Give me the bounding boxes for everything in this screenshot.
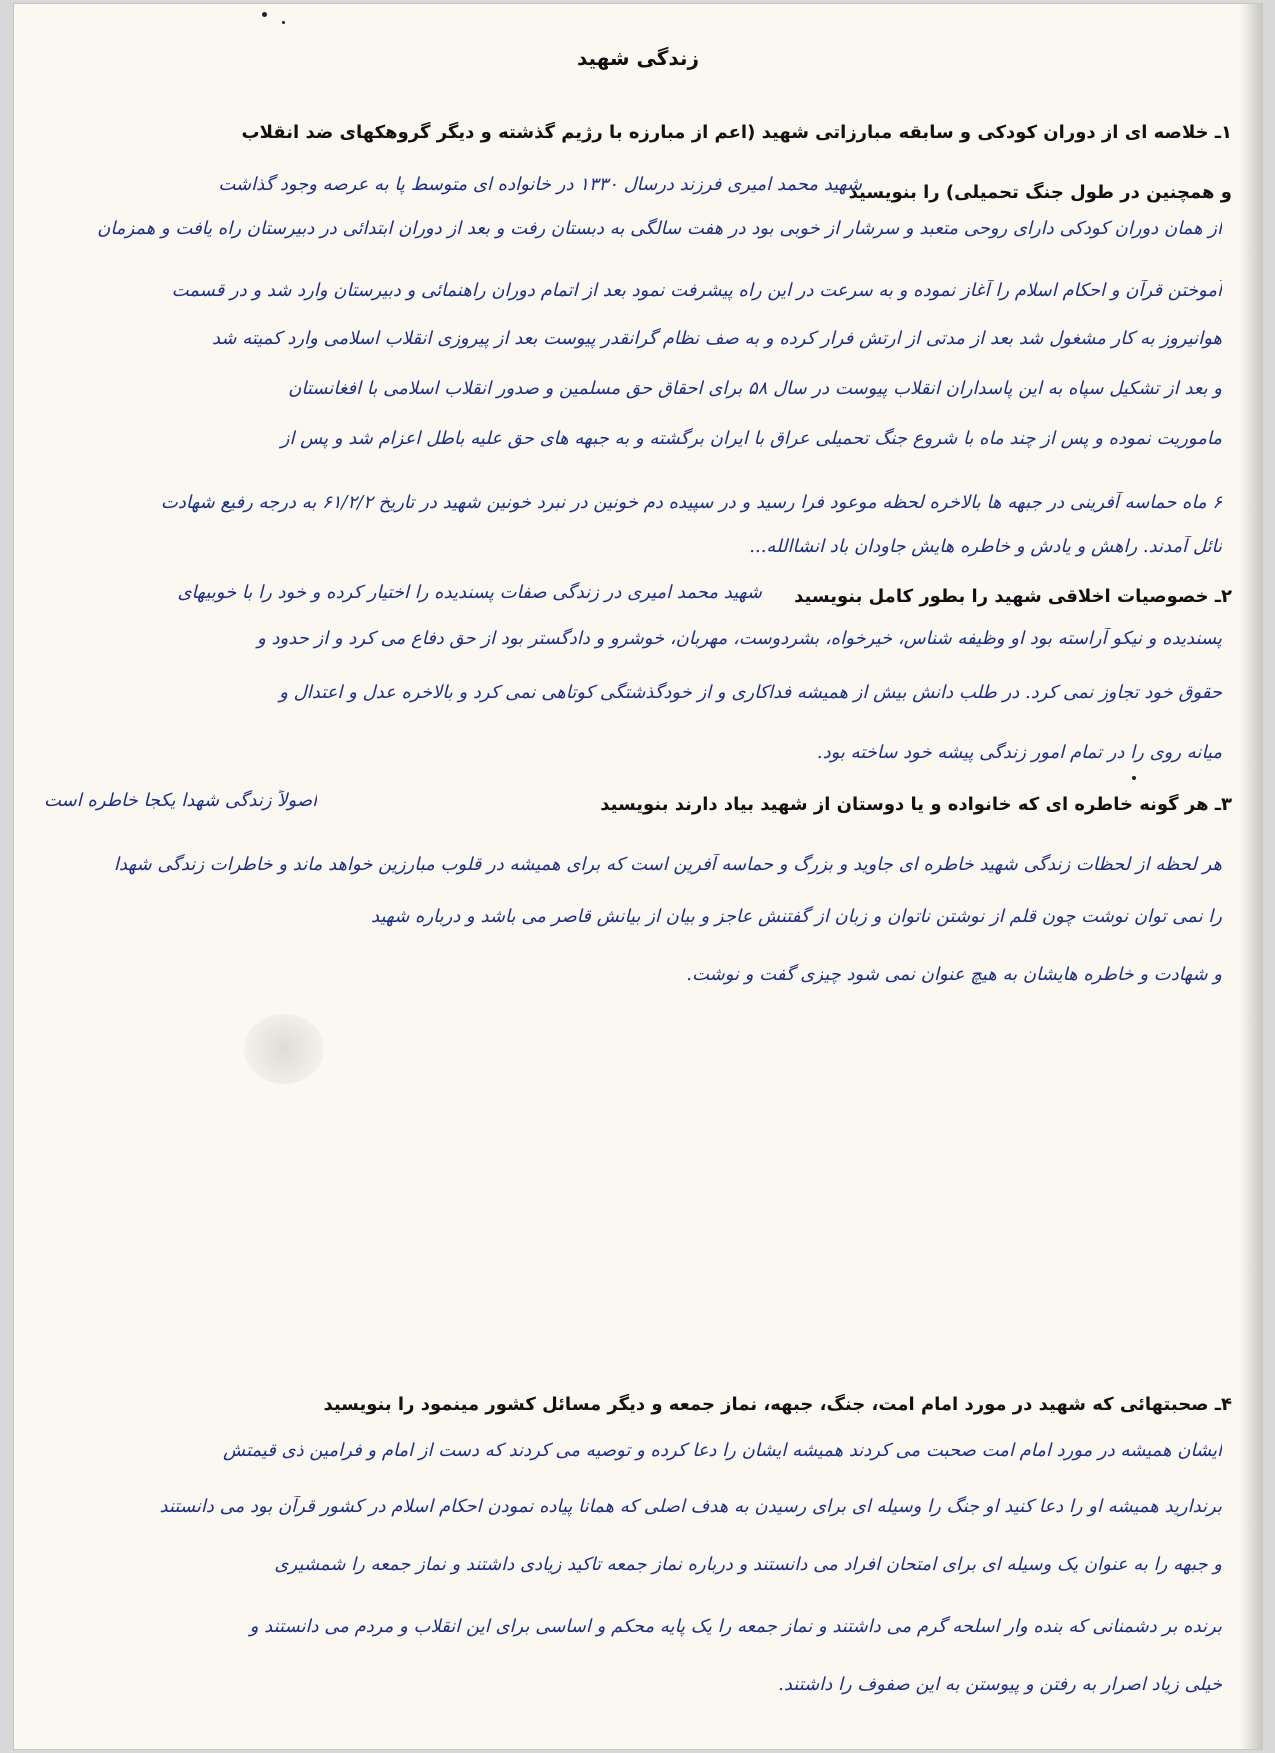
answer-3-line-1: اصولاً زندگی شهدا یکجا خاطره است — [44, 790, 318, 811]
answer-2-line-3: حقوق خود تجاوز نمی کرد. در طلب دانش بیش از همیشه فداکاری و از خودگذشتگی کوتاهی نمی کرد و بالاخره عدل و اعتدال و — [279, 682, 1222, 703]
answer-3-line-4: و شهادت و خاطره هایشان به هیچ عنوان نمی شود چیزی گفت و نوشت. — [686, 964, 1222, 985]
answer-1-line-6: ماموریت نموده و پس از چند ماه با شروع جنگ تحمیلی عراق با ایران برگشته و به جبهه های حق علیه باطل اعزام شد و پس از — [280, 428, 1222, 449]
answer-2-line-1: شهید محمد امیری در زندگی صفات پسندیده را اختیار کرده و خود را با خوبیهای — [177, 582, 762, 603]
answer-1-line-3: آموختن قرآن و احکام اسلام را آغاز نموده و به سرعت در این راه پیشرفت نمود بعد از اتمام دوران راهنمائی و دبیرستان وارد شد و در قسمت — [171, 280, 1222, 301]
answer-4-line-2: برندارید همیشه او را دعا کنید او جنگ را وسیله ای برای رسیدن به هدف اصلی که همانا پیاده نمودن احکام اسلام در کشور قرآن بود می دانستند — [159, 1496, 1222, 1517]
question-2: ۲ـ خصوصیات اخلاقی شهید را بطور کامل بنویسید — [794, 586, 1232, 607]
answer-3-line-2: هر لحظه از لحظات زندگی شهید خاطره ای جاوید و بزرگ و حماسه آفرین است که برای همیشه در قلوب مبارزین خواهد ماند و خاطرات زندگی شهدا — [113, 854, 1222, 875]
answer-4-line-4: برنده بر دشمنانی که بنده وار اسلحه گرم می داشتند و نماز جمعه را یک پایه محکم و اساسی برای این انقلاب و مردم می دانستند و — [249, 1616, 1222, 1637]
answer-3-line-3: را نمی توان نوشت چون قلم از نوشتن ناتوان و زبان از گفتنش عاجز و بیان از بیانش قاصر می باشد و درباره شهید — [371, 906, 1222, 927]
answer-4-line-5: خیلی زیاد اصرار به رفتن و پیوستن به این صفوف را داشتند. — [778, 1674, 1222, 1695]
answer-2-line-2: پسندیده و نیکو آراسته بود او وظیفه شناس، خیرخواه، بشردوست، مهربان، خوشرو و دادگستر بود از حق دفاع می کرد و از حدود و — [257, 628, 1222, 649]
page-title: زندگی شهید — [577, 46, 699, 70]
question-1: ۱ـ خلاصه ای از دوران کودکی و سابقه مبارزاتی شهید (اعم از مبارزه با رژیم گذشته و دیگر گروهکهای ضد انقلاب — [241, 122, 1232, 143]
page-edge-shadow — [1240, 4, 1262, 1749]
ink-speck — [1132, 776, 1136, 780]
paper-stain — [244, 1014, 324, 1084]
document-page — [14, 4, 1262, 1749]
answer-1-line-8: نائل آمدند. راهش و یادش و خاطره هایش جاودان باد انشاالله... — [749, 536, 1222, 557]
answer-1-line-7: ۶ ماه حماسه آفرینی در جبهه ها بالاخره لحظه موعود فرا رسید و در سپیده دم خونین در نبرد خونین شهید در تاریخ ۶۱/۲/۲ به درجه رفیع شهادت — [160, 492, 1222, 513]
answer-4-line-3: و جبهه را به عنوان یک وسیله ای برای امتحان افراد می دانستند و درباره نماز جمعه تاکید زیادی داشتند و نماز جمعه را شمشیری — [274, 1554, 1222, 1575]
question-3: ۳ـ هر گونه خاطره ای که خانواده و یا دوستان از شهید بیاد دارند بنویسید — [600, 794, 1232, 815]
question-4: ۴ـ صحبتهائی که شهید در مورد امام امت، جنگ، جبهه، نماز جمعه و دیگر مسائل کشور مینمود را بنویسید — [323, 1394, 1232, 1415]
ink-speck — [282, 21, 285, 24]
answer-1-line-5: و بعد از تشکیل سپاه به این پاسداران انقلاب پیوست در سال ۵۸ برای احقاق حق مسلمین و صدور انقلاب اسلامی با افغانستان — [288, 378, 1222, 399]
question-1-continued: و همچنین در طول جنگ تحمیلی) را بنویسید — [848, 182, 1232, 203]
answer-1-line-1: شهید محمد امیری فرزند درسال ۱۳۳۰ در خانواده ای متوسط پا به عرصه وجود گذاشت — [218, 174, 862, 195]
answer-2-line-4: میانه روی را در تمام امور زندگی پیشه خود ساخته بود. — [816, 742, 1222, 763]
answer-1-line-4: هوانیروز به کار مشغول شد بعد از مدتی از ارتش فرار کرده و به صف نظام گرانقدر پیوست بعد از پیروزی انقلاب اسلامی وارد کمیته شد — [211, 328, 1222, 349]
answer-4-line-1: ایشان همیشه در مورد امام امت صحبت می کردند همیشه ایشان را دعا کرده و توصیه می کردند که دست از امام و فرامین ذی قیمتش — [223, 1440, 1222, 1461]
ink-speck — [262, 12, 267, 17]
answer-1-line-2: از همان دوران کودکی دارای روحی متعبد و سرشار از خوبی بود در هفت سالگی به دبستان رفت و بعد از دوران ابتدائی در دبیرستان راه یافت و همزمان — [97, 218, 1222, 239]
